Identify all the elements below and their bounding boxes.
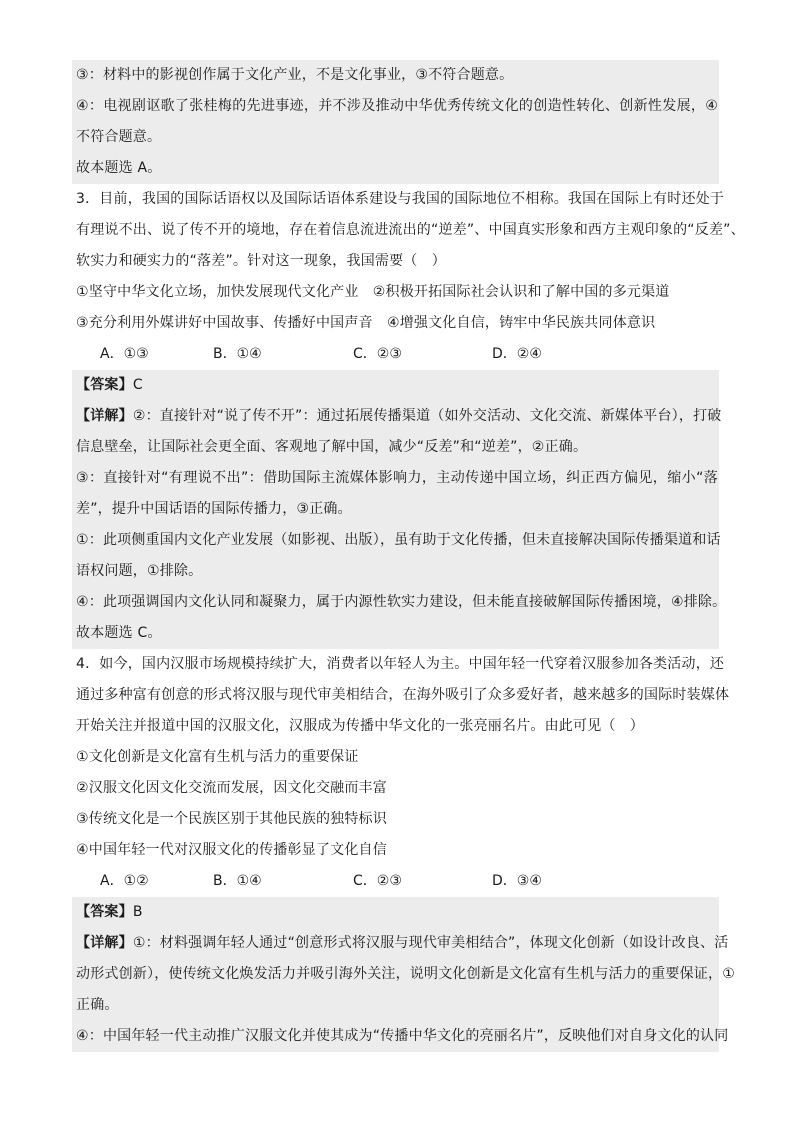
section-text: ①：材料强调年轻人通过“创意形式将汉服与现代审美相结合”，体现文化创新（如设计改良、活 — [132, 935, 729, 951]
question-text-line: ①文化创新是文化富有生机与活力的重要保证 — [76, 749, 359, 765]
question-text-line: ③传统文化是一个民族区别于其他民族的独特标识 — [76, 811, 387, 827]
question-text-line: 通过多种富有创意的形式将汉服与现代审美相结合，在海外吸引了众多爱好者，越来越多的国际时装媒体 — [76, 687, 730, 703]
section-label: 【详解】 — [76, 408, 133, 424]
explanation-text-line: ③：材料中的影视创作属于文化产业，不是文化事业，③不符合题意。 — [76, 67, 514, 83]
section-label: 【答案】 — [76, 377, 133, 393]
explanation-text-line: ④：此项强调国内文化认同和凝聚力，属于内源性软实力建设，但未能直接破解国际传播困境，④排除。 — [76, 594, 727, 610]
explanation-text-line: ④：电视剧讴歌了张桂梅的先进事迹，并不涉及推动中华优秀传统文化的创造性转化、创新性发展，④ — [76, 98, 718, 114]
question-text-line: 软实力和硬实力的“落差”。针对这一现象，我国需要（ ） — [76, 253, 446, 269]
explanation-text-line: 故本题选 C。 — [76, 625, 162, 641]
explanation-text-line: 正确。 — [76, 997, 119, 1013]
explanation-text-line: 故本题选 A。 — [76, 160, 162, 176]
explanation-text-line: 动形式创新），使传统文化焕发活力并吸引海外关注，说明文化创新是文化富有生机与活力的重要保证，① — [76, 966, 735, 982]
question-text-line: 有理说不出、说了传不开的境地，存在着信息流进流出的“逆差”、中国真实形象和西方主观印象的“反差”、 — [76, 222, 745, 238]
question-text-line: 4．如今，国内汉服市场规模持续扩大，消费者以年轻人为主。中国年轻一代穿着汉服参加各类活动，还 — [76, 656, 725, 672]
explanation-text-line: 差”，提升中国话语的国际传播力，③正确。 — [76, 501, 352, 517]
answer-option: D．③④ — [492, 873, 542, 889]
explanation-text-line: 信息壁垒，让国际社会更全面、客观地了解中国，减少“反差”和“逆差”，②正确。 — [76, 439, 588, 455]
explanation-line — [76, 401, 722, 432]
section-text: C — [132, 377, 143, 393]
answer-option: D．②④ — [492, 346, 542, 362]
section-label: 【答案】 — [76, 904, 133, 920]
section-label: 【详解】 — [76, 935, 133, 951]
answer-option: B．①④ — [213, 873, 262, 889]
answer-option: C．②③ — [353, 873, 402, 889]
question-text-line: 开始关注并报道中国的汉服文化，汉服成为传播中华文化的一张亮丽名片。由此可见（ ） — [76, 718, 644, 734]
answer-option: A．①③ — [100, 346, 149, 362]
section-text: B — [132, 904, 143, 920]
question-text-line: ②汉服文化因文化交流而发展，因文化交融而丰富 — [76, 780, 387, 796]
explanation-text-line: 语权问题，①排除。 — [76, 563, 203, 579]
section-text: ②：直接针对“说了传不开”：通过拓展传播渠道（如外交活动、文化交流、新媒体平台），打破 — [132, 408, 722, 424]
answer-option: C．②③ — [353, 346, 402, 362]
question-text-line: ①坚守中华文化立场，加快发展现代文化产业 ②积极开拓国际社会认识和了解中国的多元渠道 — [76, 284, 670, 300]
question-text-line: 3．目前，我国的国际话语权以及国际话语体系建设与我国的国际地位不相称。我国在国际上有时还处于 — [76, 191, 725, 207]
explanation-text-line: ④：中国年轻一代主动推广汉服文化并使其成为“传播中华文化的亮丽名片”，反映他们对自身文化的认同 — [76, 1028, 729, 1044]
question-text-line: ③充分利用外媒讲好中国故事、传播好中国声音 ④增强文化自信，铸牢中华民族共同体意识 — [76, 315, 656, 331]
explanation-line — [76, 928, 729, 959]
explanation-text-line: 不符合题意。 — [76, 129, 162, 145]
answer-line — [76, 370, 143, 401]
answer-option: A．①② — [100, 873, 149, 889]
answer-option: B．①④ — [213, 346, 262, 362]
explanation-text-line: ③：直接针对“有理说不出”：借助国际主流媒体影响力，主动传递中国立场，纠正西方偏见，缩小“落 — [76, 470, 718, 486]
answer-line — [76, 897, 143, 928]
explanation-text-line: ①：此项侧重国内文化产业发展（如影视、出版），虽有助于文化传播，但未直接解决国际传播渠道和话 — [76, 532, 721, 548]
question-text-line: ④中国年轻一代对汉服文化的传播彰显了文化自信 — [76, 842, 387, 858]
